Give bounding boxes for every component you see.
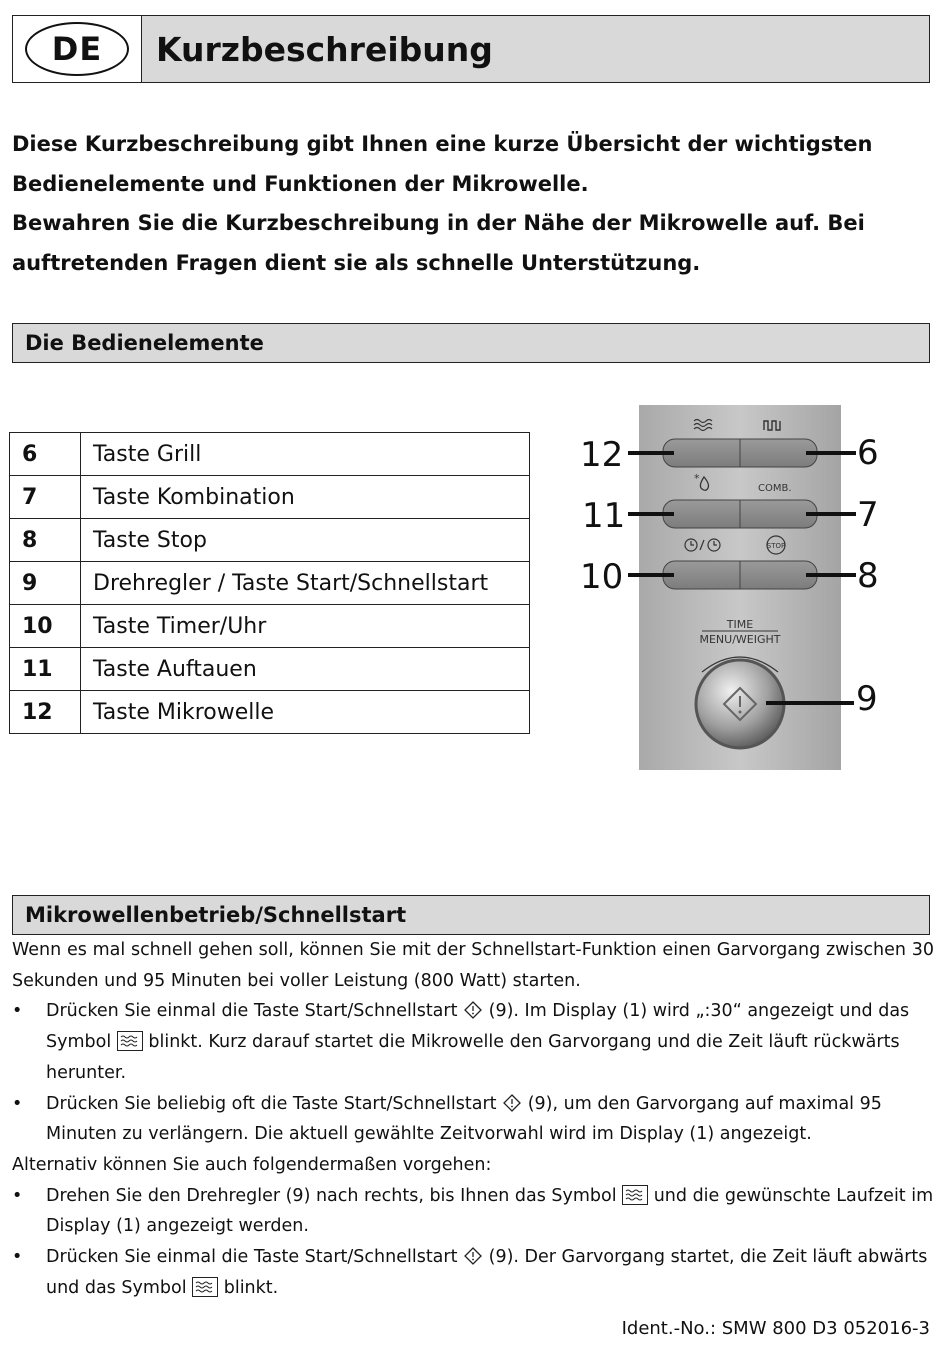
control-label: Taste Auftauen	[81, 648, 530, 691]
microwave-icon	[622, 1185, 648, 1205]
callout-9: 9	[856, 679, 878, 719]
callout-6: 6	[857, 433, 879, 473]
bullet-dot: •	[12, 1185, 23, 1206]
quickstart-text	[12, 935, 934, 1303]
list-item	[12, 1242, 934, 1303]
start-icon	[463, 1000, 483, 1020]
list-item	[12, 1089, 934, 1150]
start-icon	[463, 1246, 483, 1266]
bullet-text: blinkt.	[223, 1277, 279, 1298]
bullet-dot: •	[12, 1093, 23, 1114]
intro-paragraph-1: Diese Kurzbeschreibung gibt Ihnen eine kurze Übersicht der wichtigsten Bedienelemente und Funktionen der Mikrowelle.	[12, 132, 873, 196]
paragraph-alternative: Alternativ können Sie auch folgendermaßen vorgehen:	[12, 1154, 492, 1175]
comb-label: COMB.	[758, 483, 792, 494]
ident-number: Ident.-No.: SMW 800 D3 052016-3	[621, 1318, 930, 1339]
table-row	[10, 648, 530, 691]
language-badge: DE	[25, 22, 129, 76]
callout-8: 8	[857, 556, 879, 596]
controls-table	[9, 432, 530, 734]
bullet-dot: •	[12, 1247, 23, 1268]
section-heading-controls: Die Bedienelemente	[12, 323, 930, 363]
table-row	[10, 691, 530, 734]
start-icon	[502, 1093, 522, 1113]
bullet-text: und die gewünschte Laufzeit im Display (1) angezeigt werden.	[46, 1185, 934, 1237]
control-number: 9	[10, 562, 81, 605]
bullet-text: Drücken Sie einmal die Taste Start/Schnellstart	[46, 1001, 458, 1022]
callout-12: 12	[580, 435, 624, 475]
bullet-text: Drücken Sie einmal die Taste Start/Schnellstart	[46, 1247, 458, 1268]
bullet-dot: •	[12, 1001, 23, 1022]
bullet-text: (9). Der Garvorgang startet, die Zeit läuft abwärts und das Symbol	[46, 1247, 928, 1298]
table-row	[10, 519, 530, 562]
intro-text	[12, 125, 932, 283]
control-label: Taste Stop	[81, 519, 530, 562]
bullet-text: (9). Im Display (1) wird „:30“ angezeigt und das Symbol	[46, 1001, 910, 1053]
paragraph-intro: Wenn es mal schnell gehen soll, können Sie mit der Schnellstart-Funktion einen Garvorgang zwischen 30 Sekunden und 95 Minuten bei voller Leistung (800 Watt) starten.	[12, 940, 934, 991]
snowflake-icon: *	[694, 472, 700, 485]
control-label: Taste Grill	[81, 433, 530, 476]
microwave-icon	[192, 1277, 218, 1297]
table-row	[10, 433, 530, 476]
menu-weight-label: MENU/WEIGHT	[699, 633, 781, 646]
control-label: Drehregler / Taste Start/Schnellstart	[81, 562, 530, 605]
control-label: Taste Kombination	[81, 476, 530, 519]
bullet-text: (9), um den Garvorgang auf maximal 95 Minuten zu verlängern. Die aktuell gewählte Zeitvorwahl wird im Display (1) angezeigt.	[46, 1093, 882, 1145]
svg-text:STOP: STOP	[766, 542, 786, 550]
list-item	[12, 1181, 934, 1242]
bullet-text: Drücken Sie beliebig oft die Taste Start/Schnellstart	[46, 1093, 497, 1114]
control-number: 11	[10, 648, 81, 691]
time-label: TIME	[726, 618, 754, 631]
table-row	[10, 476, 530, 519]
control-number: 8	[10, 519, 81, 562]
callout-11: 11	[582, 496, 626, 536]
microwave-icon	[117, 1031, 143, 1051]
section-heading-quickstart: Mikrowellenbetrieb/Schnellstart	[12, 895, 930, 935]
control-number: 6	[10, 433, 81, 476]
list-item	[12, 996, 934, 1088]
language-box	[13, 16, 142, 82]
intro-paragraph-2: Bewahren Sie die Kurzbeschreibung in der Nähe der Mikrowelle auf. Bei auftretenden Fragen dient sie als schnelle Unterstützung.	[12, 211, 865, 275]
callout-10: 10	[580, 557, 624, 597]
table-row	[10, 562, 530, 605]
page-title: Kurzbeschreibung	[142, 16, 929, 82]
control-number: 10	[10, 605, 81, 648]
control-label: Taste Mikrowelle	[81, 691, 530, 734]
control-number: 12	[10, 691, 81, 734]
callout-7: 7	[857, 495, 879, 535]
control-panel-illustration	[574, 400, 904, 774]
table-row	[10, 605, 530, 648]
bullet-text: blinkt. Kurz darauf startet die Mikrowelle den Garvorgang und die Zeit läuft rückwärts herunter.	[46, 1032, 900, 1083]
control-number: 7	[10, 476, 81, 519]
page-header	[12, 15, 930, 83]
bullet-text: Drehen Sie den Drehregler (9) nach rechts, bis Ihnen das Symbol	[46, 1185, 617, 1206]
control-label: Taste Timer/Uhr	[81, 605, 530, 648]
